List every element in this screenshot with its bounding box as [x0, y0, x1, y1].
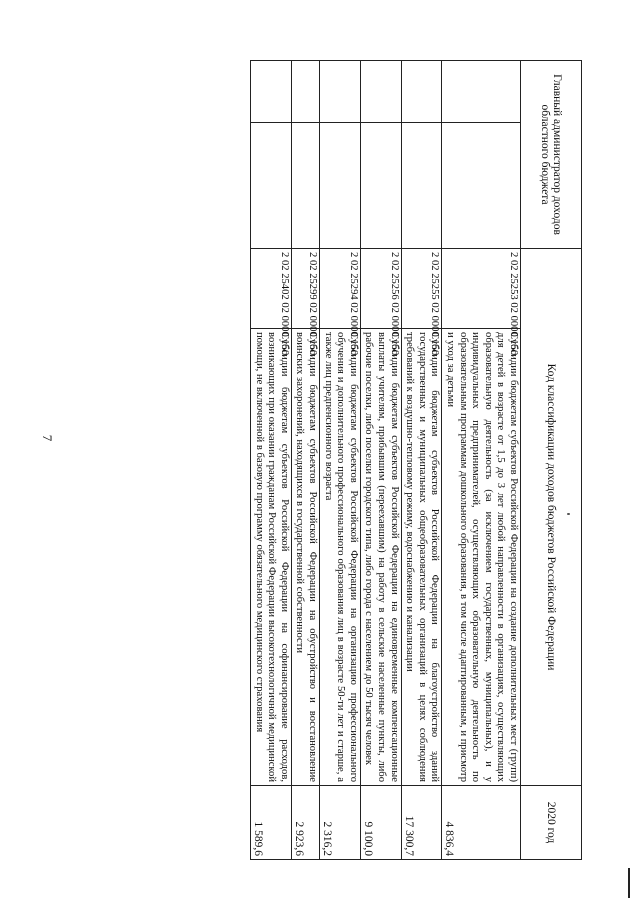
- header-classification: Код классификации доходов бюджетов Российской Федерации: [521, 249, 582, 786]
- header-year: 2020 год: [521, 786, 582, 860]
- table-row: [360, 61, 401, 860]
- amount-2020: 2 316,2: [320, 786, 361, 860]
- table-row: [291, 61, 319, 860]
- subsidy-description: Субсидии бюджетам субъектов Российской Федерации на единовременные компенсационные выплаты учителям, прибывшим (переехавшим) на работу в сельские населенные пункты, либо рабочие поселки, либо поселки городского типа, либо города с населением до 50 тысяч человек: [360, 329, 401, 786]
- admin-name-cell: [401, 123, 442, 249]
- budget-code: 2 02 25253 02 0000 150: [442, 249, 521, 329]
- budget-code: 2 02 25256 02 0000 150: [360, 249, 401, 329]
- admin-name-cell: [251, 123, 292, 249]
- page-number: 7: [40, 434, 55, 442]
- scan-edge-mark: [628, 868, 630, 898]
- budget-code: 2 02 25255 02 0000 150: [401, 249, 442, 329]
- table-header-row: [521, 61, 582, 860]
- admin-cell: [360, 61, 401, 123]
- subsidy-description: Субсидии бюджетам субъектов Российской Федерации на обустройство и восстановление воинских захоронений, находящихся в государственной собственности: [291, 329, 319, 786]
- subsidy-description: Субсидии бюджетам субъектов Российской Федерации на софинансирование расходов, возникающих при оказании гражданам Российской Федерации высокотехнологичной медицинской помощи, не включенной в базовую программу обязательного медицинского страхования: [251, 329, 292, 786]
- admin-name-cell: [442, 123, 521, 249]
- budget-code: 2 02 25402 02 0000 150: [251, 249, 292, 329]
- revenue-classification-table: [250, 60, 582, 860]
- table-row: [442, 61, 521, 860]
- admin-cell: [320, 61, 361, 123]
- admin-cell: [251, 61, 292, 123]
- admin-name-cell: [360, 123, 401, 249]
- admin-name-cell: [320, 123, 361, 249]
- table-row: [401, 61, 442, 860]
- admin-name-cell: [291, 123, 319, 249]
- amount-2020: 2 923,6: [291, 786, 319, 860]
- budget-code: 2 02 25299 02 0000 150: [291, 249, 319, 329]
- rotated-table-wrapper: [82, 60, 582, 860]
- header-admin: Главный администратор доходов областного бюджета: [521, 61, 582, 249]
- admin-cell: [401, 61, 442, 123]
- subsidy-description: Субсидии бюджетам субъектов Российской Федерации на благоустройство зданий государственных и муниципальных общеобразовательных организаций в целях соблюдения требований к воздушно-тепловому режиму, водоснабжению и канализации: [401, 329, 442, 786]
- admin-cell: [442, 61, 521, 123]
- amount-2020: 1 589,6: [251, 786, 292, 860]
- amount-2020: 4 836,4: [442, 786, 521, 860]
- subsidy-description: Субсидии бюджетам субъектов Российской Федерации на организацию профессионального обучения и дополнительного профессионального образования лиц в возрасте 50-ти лет и старше, а также лиц предпенсионного возраста: [320, 329, 361, 786]
- table-row: [251, 61, 292, 860]
- amount-2020: 17 300,7: [401, 786, 442, 860]
- table-row: [320, 61, 361, 860]
- subsidy-description: Субсидии бюджетам субъектов Российской Федерации на создание дополнительных мест (групп) для детей в возрасте от 1,5 до 3 лет любой направленности в организациях, осуществляющих образовательную деятельность (за исключением государственных, муниципальных), и у индивидуальных предпринимателей, осуществляющих образовательную деятельность по образовательным программам дошкольного образования, в том числе адаптированным, и присмотр и уход за детьми: [442, 329, 521, 786]
- admin-cell: [291, 61, 319, 123]
- budget-code: 2 02 25294 02 0000 150: [320, 249, 361, 329]
- amount-2020: 9 100,0: [360, 786, 401, 860]
